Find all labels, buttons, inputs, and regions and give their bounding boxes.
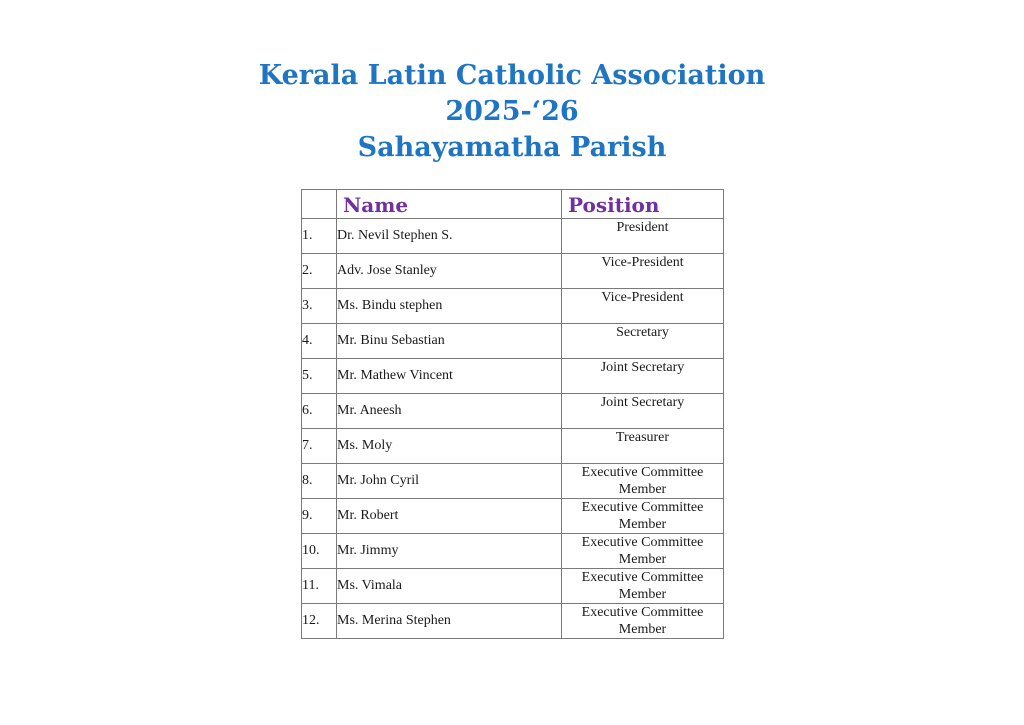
table-row	[302, 254, 724, 289]
table-row	[302, 359, 724, 394]
member-position: Executive Committee Member	[562, 569, 724, 604]
title-year: 2025-‘26	[445, 96, 579, 127]
member-name: Dr. Nevil Stephen S.	[337, 219, 562, 254]
row-number: 5.	[302, 359, 337, 394]
row-number: 11.	[302, 569, 337, 604]
row-number: 7.	[302, 429, 337, 464]
document-title	[0, 58, 1024, 166]
header-position: Position	[562, 190, 724, 219]
member-name: Ms. Vimala	[337, 569, 562, 604]
member-name: Mr. John Cyril	[337, 464, 562, 499]
title-organization: Kerala Latin Catholic Association	[258, 60, 766, 91]
member-position: Executive Committee Member	[562, 499, 724, 534]
row-number: 1.	[302, 219, 337, 254]
member-name: Mr. Binu Sebastian	[337, 324, 562, 359]
table-row	[302, 429, 724, 464]
table-header-row	[302, 190, 724, 219]
row-number: 8.	[302, 464, 337, 499]
table-row	[302, 604, 724, 639]
member-name: Ms. Bindu stephen	[337, 289, 562, 324]
member-position: Secretary	[562, 324, 724, 359]
member-position: Executive Committee Member	[562, 604, 724, 639]
table-body	[302, 219, 724, 639]
title-parish: Sahayamatha Parish	[357, 132, 667, 163]
row-number: 9.	[302, 499, 337, 534]
member-name: Ms. Merina Stephen	[337, 604, 562, 639]
member-name: Mr. Jimmy	[337, 534, 562, 569]
member-name: Mr. Robert	[337, 499, 562, 534]
row-number: 2.	[302, 254, 337, 289]
member-position: Executive Committee Member	[562, 534, 724, 569]
member-position: Executive Committee Member	[562, 464, 724, 499]
row-number: 4.	[302, 324, 337, 359]
row-number: 10.	[302, 534, 337, 569]
member-position: Joint Secretary	[562, 394, 724, 429]
member-position: Vice-President	[562, 289, 724, 324]
row-number: 12.	[302, 604, 337, 639]
row-number: 6.	[302, 394, 337, 429]
table-row	[302, 289, 724, 324]
table-row	[302, 219, 724, 254]
table-row	[302, 499, 724, 534]
member-position: Vice-President	[562, 254, 724, 289]
header-number	[302, 190, 337, 219]
member-position: President	[562, 219, 724, 254]
table-row	[302, 324, 724, 359]
member-name: Adv. Jose Stanley	[337, 254, 562, 289]
table-row	[302, 394, 724, 429]
table-row	[302, 534, 724, 569]
member-name: Ms. Moly	[337, 429, 562, 464]
table-row	[302, 464, 724, 499]
row-number: 3.	[302, 289, 337, 324]
member-position: Joint Secretary	[562, 359, 724, 394]
member-name: Mr. Aneesh	[337, 394, 562, 429]
table-row	[302, 569, 724, 604]
office-bearers-table	[301, 189, 724, 639]
member-position: Treasurer	[562, 429, 724, 464]
header-name: Name	[337, 190, 562, 219]
member-name: Mr. Mathew Vincent	[337, 359, 562, 394]
